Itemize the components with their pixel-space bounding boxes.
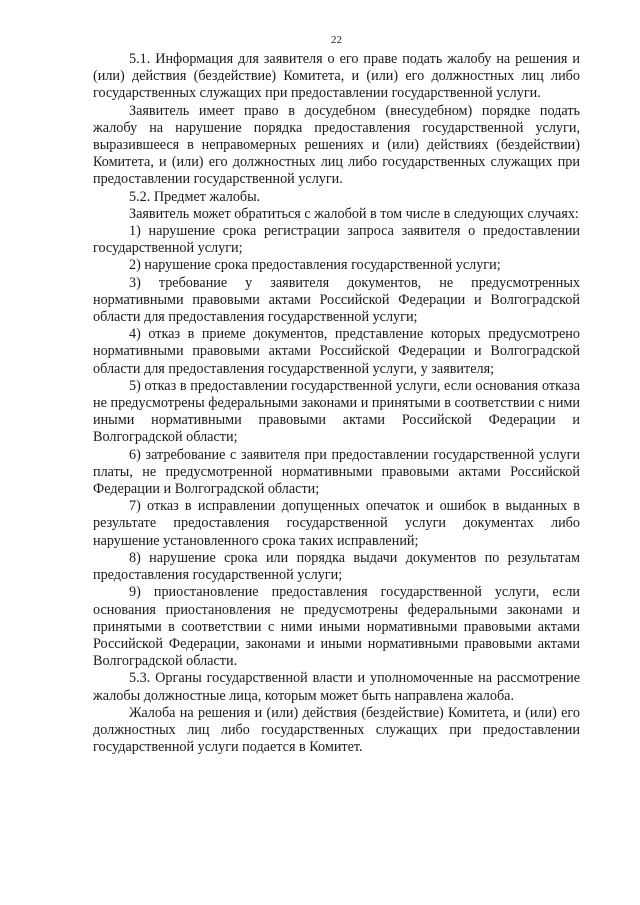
list-item-1: 1) нарушение срока регистрации запроса заявителя о предоставлении государственной услуги; [93,223,580,257]
list-item-5: 5) отказ в предоставлении государственной услуги, если основания отказа не предусмотрены федеральными законами и принятыми в соответствии с ними иными нормативными правовыми актами Российской Федерации и Волгоградской области; [93,377,580,446]
document-page [93,34,580,756]
paragraph-5-3: 5.3. Органы государственной власти и уполномоченные на рассмотрение жалобы должностные лица, которым может быть направлена жалоба. [93,670,580,704]
paragraph-5-1: 5.1. Информация для заявителя о его праве подать жалобу на решения и (или) действия (бездействие) Комитета, и (или) его должностных лиц либо государственных служащих при предоставлении государственной услуги. [93,51,580,102]
paragraph-5-2: 5.2. Предмет жалобы. [129,188,261,205]
paragraph-right-to-complain: Заявитель имеет право в досудебном (внесудебном) порядке подать жалобу на нарушение порядка предоставления государственной услуги, выразившееся в неправомерных решениях и (или) действиях (бездействии) Комитета, и (или) его должностных лиц либо государственных служащих при предоставлении государственной услуги. [93,102,580,188]
list-item-2: 2) нарушение срока предоставления государственной услуги; [129,257,501,274]
list-item-4: 4) отказ в приеме документов, представление которых предусмотрено нормативными правовыми актами Российской Федерации и Волгоградской области для предоставления государственной услуги, у заявителя; [93,326,580,377]
paragraph-complaint-submission: Жалоба на решения и (или) действия (бездействие) Комитета, и (или) его должностных лиц либо государственных служащих при предоставлении государственной услуги подается в Комитет. [93,704,580,756]
list-item-8: 8) нарушение срока или порядка выдачи документов по результатам предоставления государственной услуги; [93,549,580,584]
list-item-7: 7) отказ в исправлении допущенных опечаток и ошибок в выданных в результате предоставления государственной услуги документах либо нарушение установленного срока таких исправлений; [93,498,580,549]
list-item-3: 3) требование у заявителя документов, не предусмотренных нормативными правовыми актами Российской Федерации и Волгоградской области для предоставления государственной услуги; [93,274,580,326]
paragraph-cases-intro: Заявитель может обратиться с жалобой в том числе в следующих случаях: [129,205,579,222]
page-number: 22 [331,34,342,46]
list-item-6: 6) затребование с заявителя при предоставлении государственной услуги платы, не предусмотренной нормативными правовыми актами Российской Федерации и Волгоградской области; [93,446,580,498]
list-item-9: 9) приостановление предоставления государственной услуги, если основания приостановления не предусмотрены федеральными законами и принятыми в соответствии с ними иными нормативными правовыми актами Российской Федерации, законами и иными нормативными правовыми актами Волгоградской области. [93,584,580,670]
